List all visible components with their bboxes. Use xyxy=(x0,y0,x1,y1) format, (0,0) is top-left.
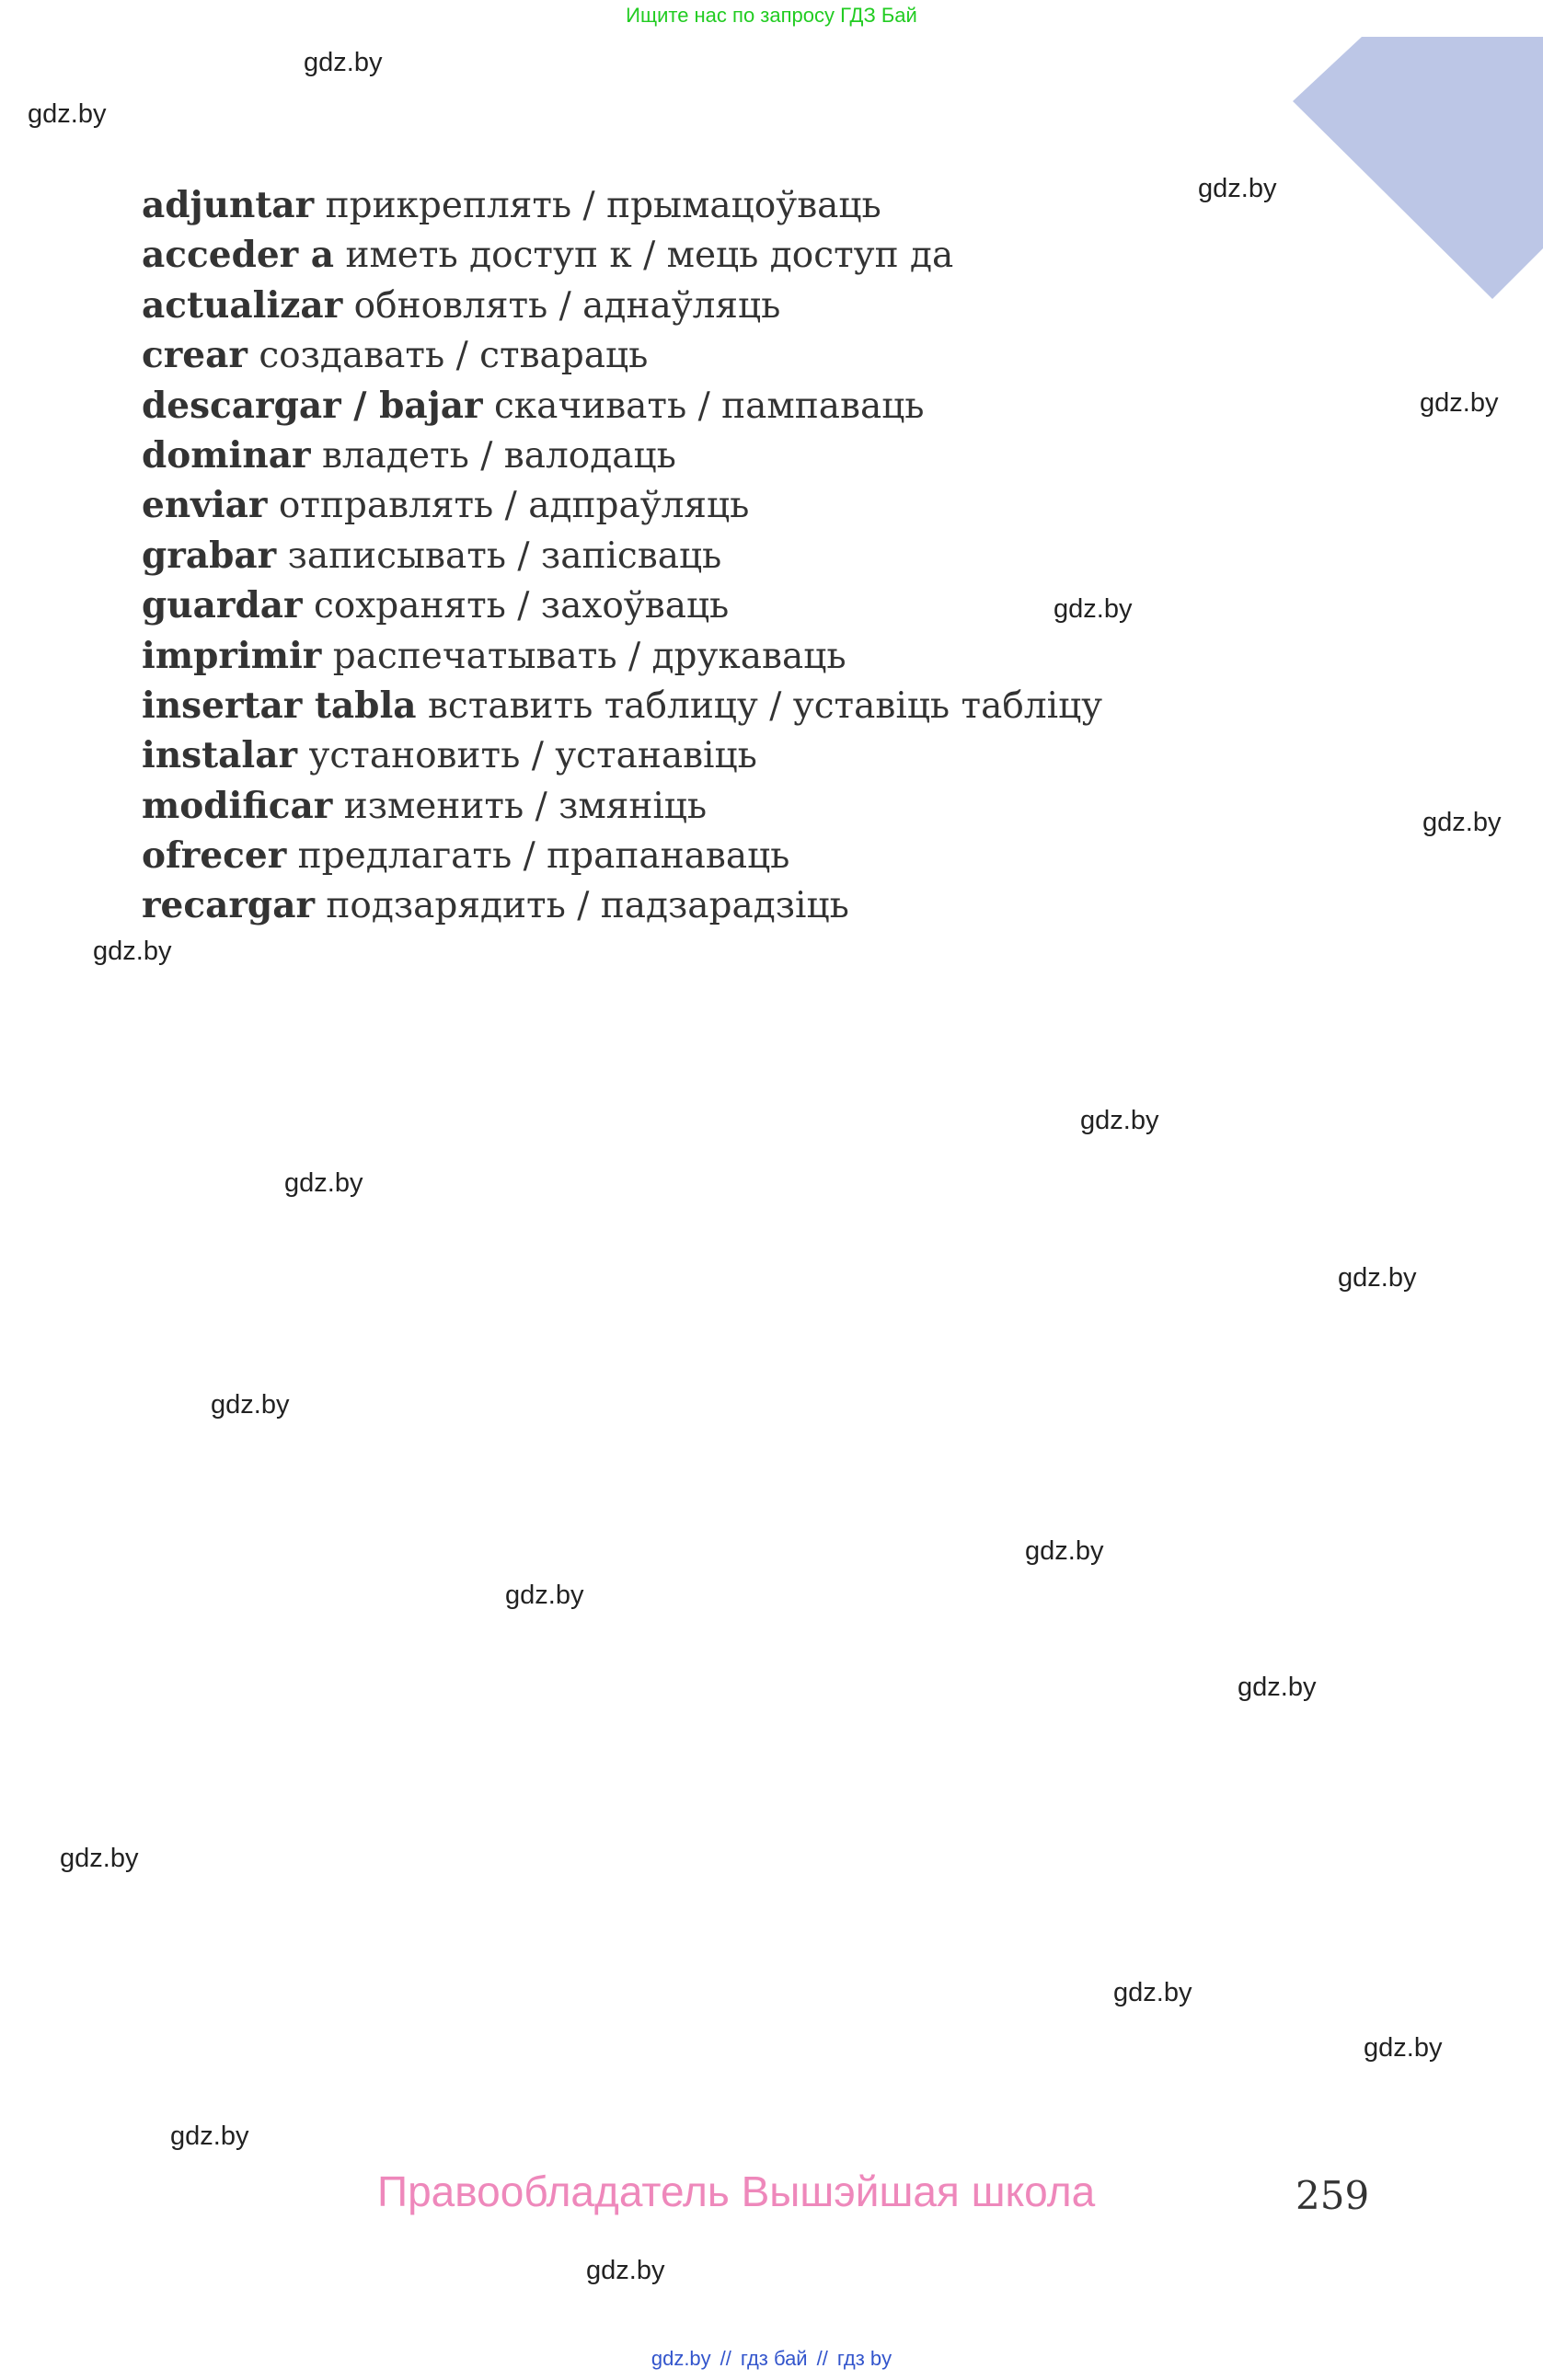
vocab-term: recargar xyxy=(142,884,316,927)
watermark: gdz.by xyxy=(304,48,383,77)
watermark: gdz.by xyxy=(1420,388,1499,418)
vocab-term: adjuntar xyxy=(142,184,315,226)
vocab-translation: создавать / ствараць xyxy=(259,335,649,377)
top-banner: Ищите нас по запросу ГДЗ Бай xyxy=(626,4,917,27)
watermark: gdz.by xyxy=(586,2256,665,2285)
vocab-term: insertar tabla xyxy=(142,684,417,727)
watermark: gdz.by xyxy=(28,99,107,129)
page-number: 259 xyxy=(1295,2173,1370,2218)
vocab-entry xyxy=(142,880,1102,930)
vocab-entry xyxy=(142,180,1102,230)
watermark: gdz.by xyxy=(1364,2033,1443,2063)
vocab-entry xyxy=(142,330,1102,380)
footer-links xyxy=(0,2347,1543,2371)
vocab-term: grabar xyxy=(142,534,277,577)
watermark: gdz.by xyxy=(1080,1106,1159,1135)
watermark: gdz.by xyxy=(1338,1263,1417,1293)
vocab-translation: установить / устанавіць xyxy=(308,735,757,777)
watermark: gdz.by xyxy=(170,2121,249,2151)
watermark: gdz.by xyxy=(505,1581,584,1610)
vocab-entry xyxy=(142,281,1102,330)
footer-link-gdz-bai[interactable]: гдз бай xyxy=(740,2347,808,2370)
vocab-term: actualizar xyxy=(142,283,343,327)
vocab-entry xyxy=(142,230,1102,280)
vocab-translation: изменить / змяніць xyxy=(343,785,708,827)
vocab-term: enviar xyxy=(142,484,268,527)
vocab-entry xyxy=(142,831,1102,880)
vocab-entry xyxy=(142,581,1102,630)
vocab-entry xyxy=(142,381,1102,431)
vocab-translation: обновлять / аднаўляць xyxy=(353,284,781,327)
vocab-term: ofrecer xyxy=(142,834,287,878)
vocab-entry xyxy=(142,531,1102,581)
vocab-entry xyxy=(142,730,1102,780)
vocab-term: acceder a xyxy=(142,234,335,277)
vocab-translation: прикреплять / прымацоўваць xyxy=(325,185,881,226)
vocab-translation: иметь доступ к / мець доступ да xyxy=(345,235,954,277)
footer-separator: // xyxy=(816,2347,828,2370)
vocab-translation: распечатывать / друкаваць xyxy=(332,635,846,677)
vocab-translation: скачивать / пампаваць xyxy=(493,385,925,427)
vocab-translation: записывать / запісваць xyxy=(287,535,722,577)
vocab-entry xyxy=(142,781,1102,831)
vocab-translation: подзарядить / падзарадзіць xyxy=(326,885,849,927)
copyright-notice: Правообладатель Вышэйшая школа xyxy=(377,2167,1096,2215)
vocab-term: modificar xyxy=(142,784,333,827)
watermark: gdz.by xyxy=(1198,174,1277,203)
vocab-term: imprimir xyxy=(142,634,322,677)
watermark: gdz.by xyxy=(1054,594,1133,624)
watermark: gdz.by xyxy=(1025,1536,1104,1566)
corner-decoration xyxy=(1288,37,1543,304)
watermark: gdz.by xyxy=(1113,1978,1192,2007)
vocab-term: descargar / bajar xyxy=(142,384,483,427)
vocab-term: guardar xyxy=(142,584,303,627)
footer-link-gdz[interactable]: gdz.by xyxy=(651,2347,711,2370)
vocabulary-list xyxy=(142,180,1102,931)
vocab-term: crear xyxy=(142,334,248,377)
footer-separator: // xyxy=(720,2347,731,2370)
vocab-entry xyxy=(142,631,1102,681)
watermark: gdz.by xyxy=(93,937,172,966)
watermark: gdz.by xyxy=(211,1390,290,1420)
vocab-translation: предлагать / прапанаваць xyxy=(297,835,790,878)
vocab-entry xyxy=(142,681,1102,730)
watermark: gdz.by xyxy=(284,1168,363,1198)
watermark: gdz.by xyxy=(60,1844,139,1873)
vocab-term: instalar xyxy=(142,734,298,777)
vocab-term: dominar xyxy=(142,433,311,477)
vocab-entry xyxy=(142,480,1102,530)
vocab-entry xyxy=(142,431,1102,480)
watermark: gdz.by xyxy=(1422,808,1502,837)
watermark: gdz.by xyxy=(1238,1673,1317,1702)
vocab-translation: вставить таблицу / уставіць табліцу xyxy=(427,684,1103,727)
footer-link-gdz-by[interactable]: гдз by xyxy=(836,2347,892,2370)
vocab-translation: владеть / валодаць xyxy=(321,434,676,477)
vocab-translation: отправлять / адпраўляць xyxy=(278,485,750,527)
vocab-translation: сохранять / захоўваць xyxy=(313,585,730,627)
